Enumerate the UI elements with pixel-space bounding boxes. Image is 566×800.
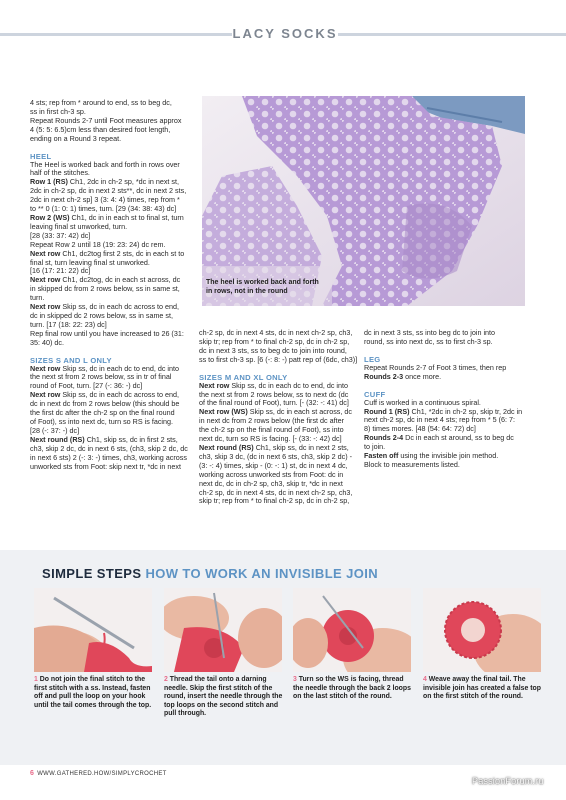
- text-line: Next row Skip ss, dc in each dc to end, dc into: [30, 363, 180, 373]
- step-3-caption: [293, 676, 413, 702]
- text-line: Rounds 2-4 Dc in each st around, ss to beg dc: [364, 433, 514, 443]
- text-line: ending on a Round 3 repeat.: [30, 133, 122, 143]
- instruction-keyword: Next row: [30, 248, 61, 258]
- step-3-photo: [293, 588, 411, 672]
- text-line: unworked sts from Foot: skip next tr, *dc in next: [30, 461, 181, 471]
- text-line: Next row Skip ss, dc in each dc across to end,: [30, 302, 180, 312]
- text-line: Next row (WS) Skip ss, dc in each st across, dc: [199, 407, 352, 417]
- photo-caption: The heel is worked back and forth in rows, not in the round: [206, 279, 319, 295]
- step-3-number: 3: [293, 676, 297, 683]
- footer-url[interactable]: WWW.GATHERED.HOW/SIMPLYCROCHET: [37, 771, 167, 777]
- heel-text: [30, 161, 195, 348]
- instruction-keyword: Next row: [30, 275, 61, 285]
- step-4-text: Weave away the final tail. The invisible join has created a false top on the first stitch of the round.: [423, 676, 541, 701]
- text-line: Round 1 (RS) Ch1, *2dc in ch-2 sp, skip tr, 2dc in: [364, 406, 523, 416]
- text-line: ch3, skip 2 dc, dc in next 6 sts, (ch3, skip 2 dc, dc: [30, 443, 188, 453]
- text-line: working across unworked sts from Foot: dc in: [199, 469, 344, 479]
- text-line: ss in first ch-3 sp.: [30, 106, 86, 116]
- text-line: ch3, skip 3 dc, (dc in next 6 sts, ch3, skip 2 dc) -: [199, 451, 352, 461]
- text-line: [16 (17: 21: 22) dc]: [30, 266, 91, 276]
- text-line: final st, turn leaving final st unworked.: [30, 257, 150, 267]
- step-2-caption: [164, 676, 284, 719]
- step-1-photo: [34, 588, 152, 672]
- text-line: leaving final st unworked, turn.: [30, 221, 128, 231]
- cuff-text: [364, 399, 536, 470]
- text-line: Repeat Rounds 2-7 until Foot measures approx: [30, 115, 182, 125]
- text-line: [28 (33: 37: 42) dc]: [30, 230, 91, 240]
- page-footer: [30, 770, 167, 777]
- step-3-illustration: [293, 588, 411, 672]
- right-column: [364, 329, 536, 470]
- text-line: of Foot), ss into next dc, turn so RS is facing.: [30, 417, 174, 426]
- instruction-keyword: Next row: [30, 363, 61, 373]
- header-bar: [0, 24, 566, 44]
- step-1-illustration: [34, 588, 152, 672]
- text-line: Fasten off using the invisible join method.: [364, 451, 499, 461]
- text-line: ch-2 sp, dc in next 4 sts, dc in next ch-2 sp, ch3,: [199, 328, 353, 337]
- sizes-m-xl-text: [199, 382, 359, 507]
- instruction-keyword: Next row: [30, 390, 61, 400]
- step-2-photo: [164, 588, 282, 672]
- instruction-keyword: Next row: [199, 380, 230, 390]
- text-line: 2dc in ch-2 sp, dc in next 2 sts**, dc in next 2 sts,: [30, 186, 187, 196]
- instruction-keyword: Fasten off: [364, 451, 399, 461]
- text-line: Next row Ch1, dc2tog, dc in each st across, dc: [30, 275, 181, 285]
- intro-text: [30, 99, 195, 144]
- right-top-text: [364, 329, 536, 347]
- text-line: dc in skipped dc 2 rows below, ss in same st,: [30, 310, 174, 320]
- leg-heading: LEG: [364, 354, 381, 364]
- step-3-text: Turn so the WS is facing, thread the needle through the back 2 loops on the last stitch of the round.: [293, 676, 411, 701]
- text-line: The Heel is worked back and forth in rows over: [30, 159, 180, 169]
- instruction-keyword: Next row (WS): [199, 407, 248, 417]
- text-line: [28 (-: 37: -) dc]: [30, 425, 80, 435]
- text-line: Cuff is worked in a continuous spiral.: [364, 397, 481, 407]
- text-line: Row 2 (WS) Ch1, dc in in each st to final st, turn: [30, 212, 184, 222]
- sock-illustration: [202, 96, 525, 306]
- leg-text: [364, 364, 536, 382]
- text-line: 8) times mores. [48 (54: 64: 72) dc]: [364, 424, 476, 434]
- text-line: in skipped dc from 2 rows below, ss in same st,: [30, 284, 180, 294]
- text-line: Next round (RS) Ch1, skip ss, dc in next 2 sts,: [199, 442, 349, 452]
- text-line: the first dc after the ch-2 sp on the final round: [30, 408, 175, 418]
- text-line: turn.: [30, 293, 45, 303]
- text-line: Repeat Row 2 until 18 (19: 23: 24) dc rem.: [30, 239, 166, 249]
- instruction-keyword: Next round (RS): [199, 442, 254, 452]
- middle-top-text: [199, 329, 359, 365]
- text-line: next dc, dc in ch-2 sp, ch3, skip tr, *dc in next: [199, 478, 343, 488]
- text-line: the next st from 2 rows below, ss in tr of final: [30, 372, 172, 382]
- instruction-keyword: Next round (RS): [30, 434, 85, 444]
- text-line: Repeat Rounds 2-7 of Foot 3 times, then rep: [364, 362, 507, 372]
- text-line: 35: 40) dc.: [30, 337, 64, 347]
- step-4-caption: [423, 676, 543, 702]
- instruction-keyword: Row 1 (RS): [30, 177, 68, 187]
- step-1-number: 1: [34, 676, 38, 683]
- left-column: [30, 99, 195, 471]
- text-line: ch-2 sp, dc in next 4 sts, dc in next ch-2 sp, ch3,: [199, 487, 353, 497]
- steps-title-sub: HOW TO WORK AN INVISIBLE JOIN: [145, 566, 379, 581]
- text-line: turn. [17 (18: 22: 23) dc]: [30, 319, 107, 329]
- text-line: Next row Ch1, dc2tog first 2 sts, dc in each st to: [30, 248, 185, 258]
- sizes-s-l-text: [30, 365, 195, 472]
- step-4-photo: [423, 588, 541, 672]
- text-line: 4 sts; rep from * around to end, ss to beg dc,: [30, 98, 172, 107]
- text-line: next ch-2 sp, dc in next 4 sts; rep from * 5 (6: 7:: [364, 415, 516, 425]
- text-line: Next row Skip ss, dc in each dc to end, dc into: [199, 380, 349, 390]
- text-line: of the final round of Foot), turn. [- (32: -: 41) dc]: [199, 398, 349, 408]
- text-line: half of the stitches.: [30, 168, 90, 178]
- text-line: the next st from 2 rows below, ss to next dc (dc: [199, 389, 349, 399]
- text-line: 4 (5: 5: 6.5)cm less than desired foot length,: [30, 124, 171, 134]
- instruction-keyword: Rounds 2-3: [364, 371, 404, 381]
- text-line: to join.: [364, 442, 386, 452]
- text-line: (3: -: 4) times, skip - (0: -: 1) st, dc in next 4 dc,: [199, 460, 348, 470]
- text-line: in next dc from 2 rows below (the first dc after: [199, 416, 345, 426]
- step-2-illustration: [164, 588, 282, 672]
- sock-heel-photo: [202, 96, 525, 306]
- text-line: Rounds 2-3 once more.: [364, 371, 442, 381]
- sizes-s-l-heading: SIZES S AND L ONLY: [30, 355, 112, 365]
- text-line: the ch-2 sp on the final round of Foot), ss into: [199, 425, 344, 435]
- text-line: skip tr; rep from * to final ch-2 sp, dc in ch-2 sp,: [199, 336, 350, 346]
- step-1-text: Do not join the final stitch to the first stitch with a ss. Instead, fasten off and pull the loop on your hook until the tail comes through the top.: [34, 676, 152, 709]
- text-line: round, ss into next dc, ss to first ch-3 sp.: [364, 336, 493, 346]
- step-2-text: Thread the tail onto a darning needle. Skip the first stitch of the round, insert the needle through the top loops on the second stitch and pull through.: [164, 676, 283, 718]
- text-line: Next round (RS) Ch1, skip ss, dc in first 2 sts,: [30, 434, 178, 444]
- text-line: skip tr; rep from * to final ch-2 sp, dc in ch-2 sp,: [199, 496, 350, 506]
- step-1-caption: [34, 676, 154, 710]
- step-4-number: 4: [423, 676, 427, 683]
- cuff-heading: CUFF: [364, 389, 386, 399]
- step-2-number: 2: [164, 676, 168, 683]
- text-line: dc in next 3 sts, ss to beg dc to join into round,: [199, 345, 347, 355]
- text-line: Row 1 (RS) Ch1, 2dc in ch-2 sp, *dc in next st,: [30, 177, 179, 187]
- heel-heading: HEEL: [30, 151, 52, 161]
- instruction-keyword: Row 2 (WS): [30, 212, 70, 222]
- page-number: 6: [30, 770, 35, 777]
- instruction-keyword: Next row: [30, 302, 61, 312]
- text-line: ss to first ch-3 sp. [6 (-: 8: -) patt rep of (6dc, ch3)]: [199, 354, 358, 364]
- text-line: Rep final row until you have increased to 26 (31:: [30, 328, 184, 338]
- page-header-title: LACY SOCKS: [232, 24, 338, 44]
- text-line: Block to measurements listed.: [364, 459, 460, 469]
- sizes-m-xl-heading: SIZES M AND XL ONLY: [199, 372, 288, 382]
- text-line: dc in next dc from 2 rows below (this should be: [30, 399, 180, 409]
- steps-title-main: SIMPLE STEPS: [42, 566, 142, 581]
- text-line: Next row Skip ss, dc in each dc across to end,: [30, 390, 180, 400]
- simple-steps-title: [42, 566, 378, 582]
- instruction-keyword: Round 1 (RS): [364, 406, 410, 416]
- text-line: dc in next 3 sts, ss into beg dc to join into: [364, 328, 496, 337]
- text-line: to ** 0 (1: 0: 1) times, turn. [29 (34: 38: 43) dc]: [30, 204, 177, 214]
- watermark: PassionForum.ru: [472, 776, 544, 786]
- text-line: next dc, turn so RS is facing. [- (33: -: 42) dc]: [199, 434, 342, 444]
- text-line: in next 6 sts) 2 (-: 3: -) times, ch3, working across: [30, 452, 187, 462]
- text-line: round of Foot, turn. [27 (-: 36: -) dc]: [30, 381, 143, 391]
- step-4-illustration: [423, 588, 541, 672]
- middle-column: [199, 329, 359, 506]
- instruction-keyword: Rounds 2-4: [364, 433, 404, 443]
- text-line: 2dc in next ch-2 sp] 3 (3: 4: 4) times, rep from *: [30, 195, 180, 205]
